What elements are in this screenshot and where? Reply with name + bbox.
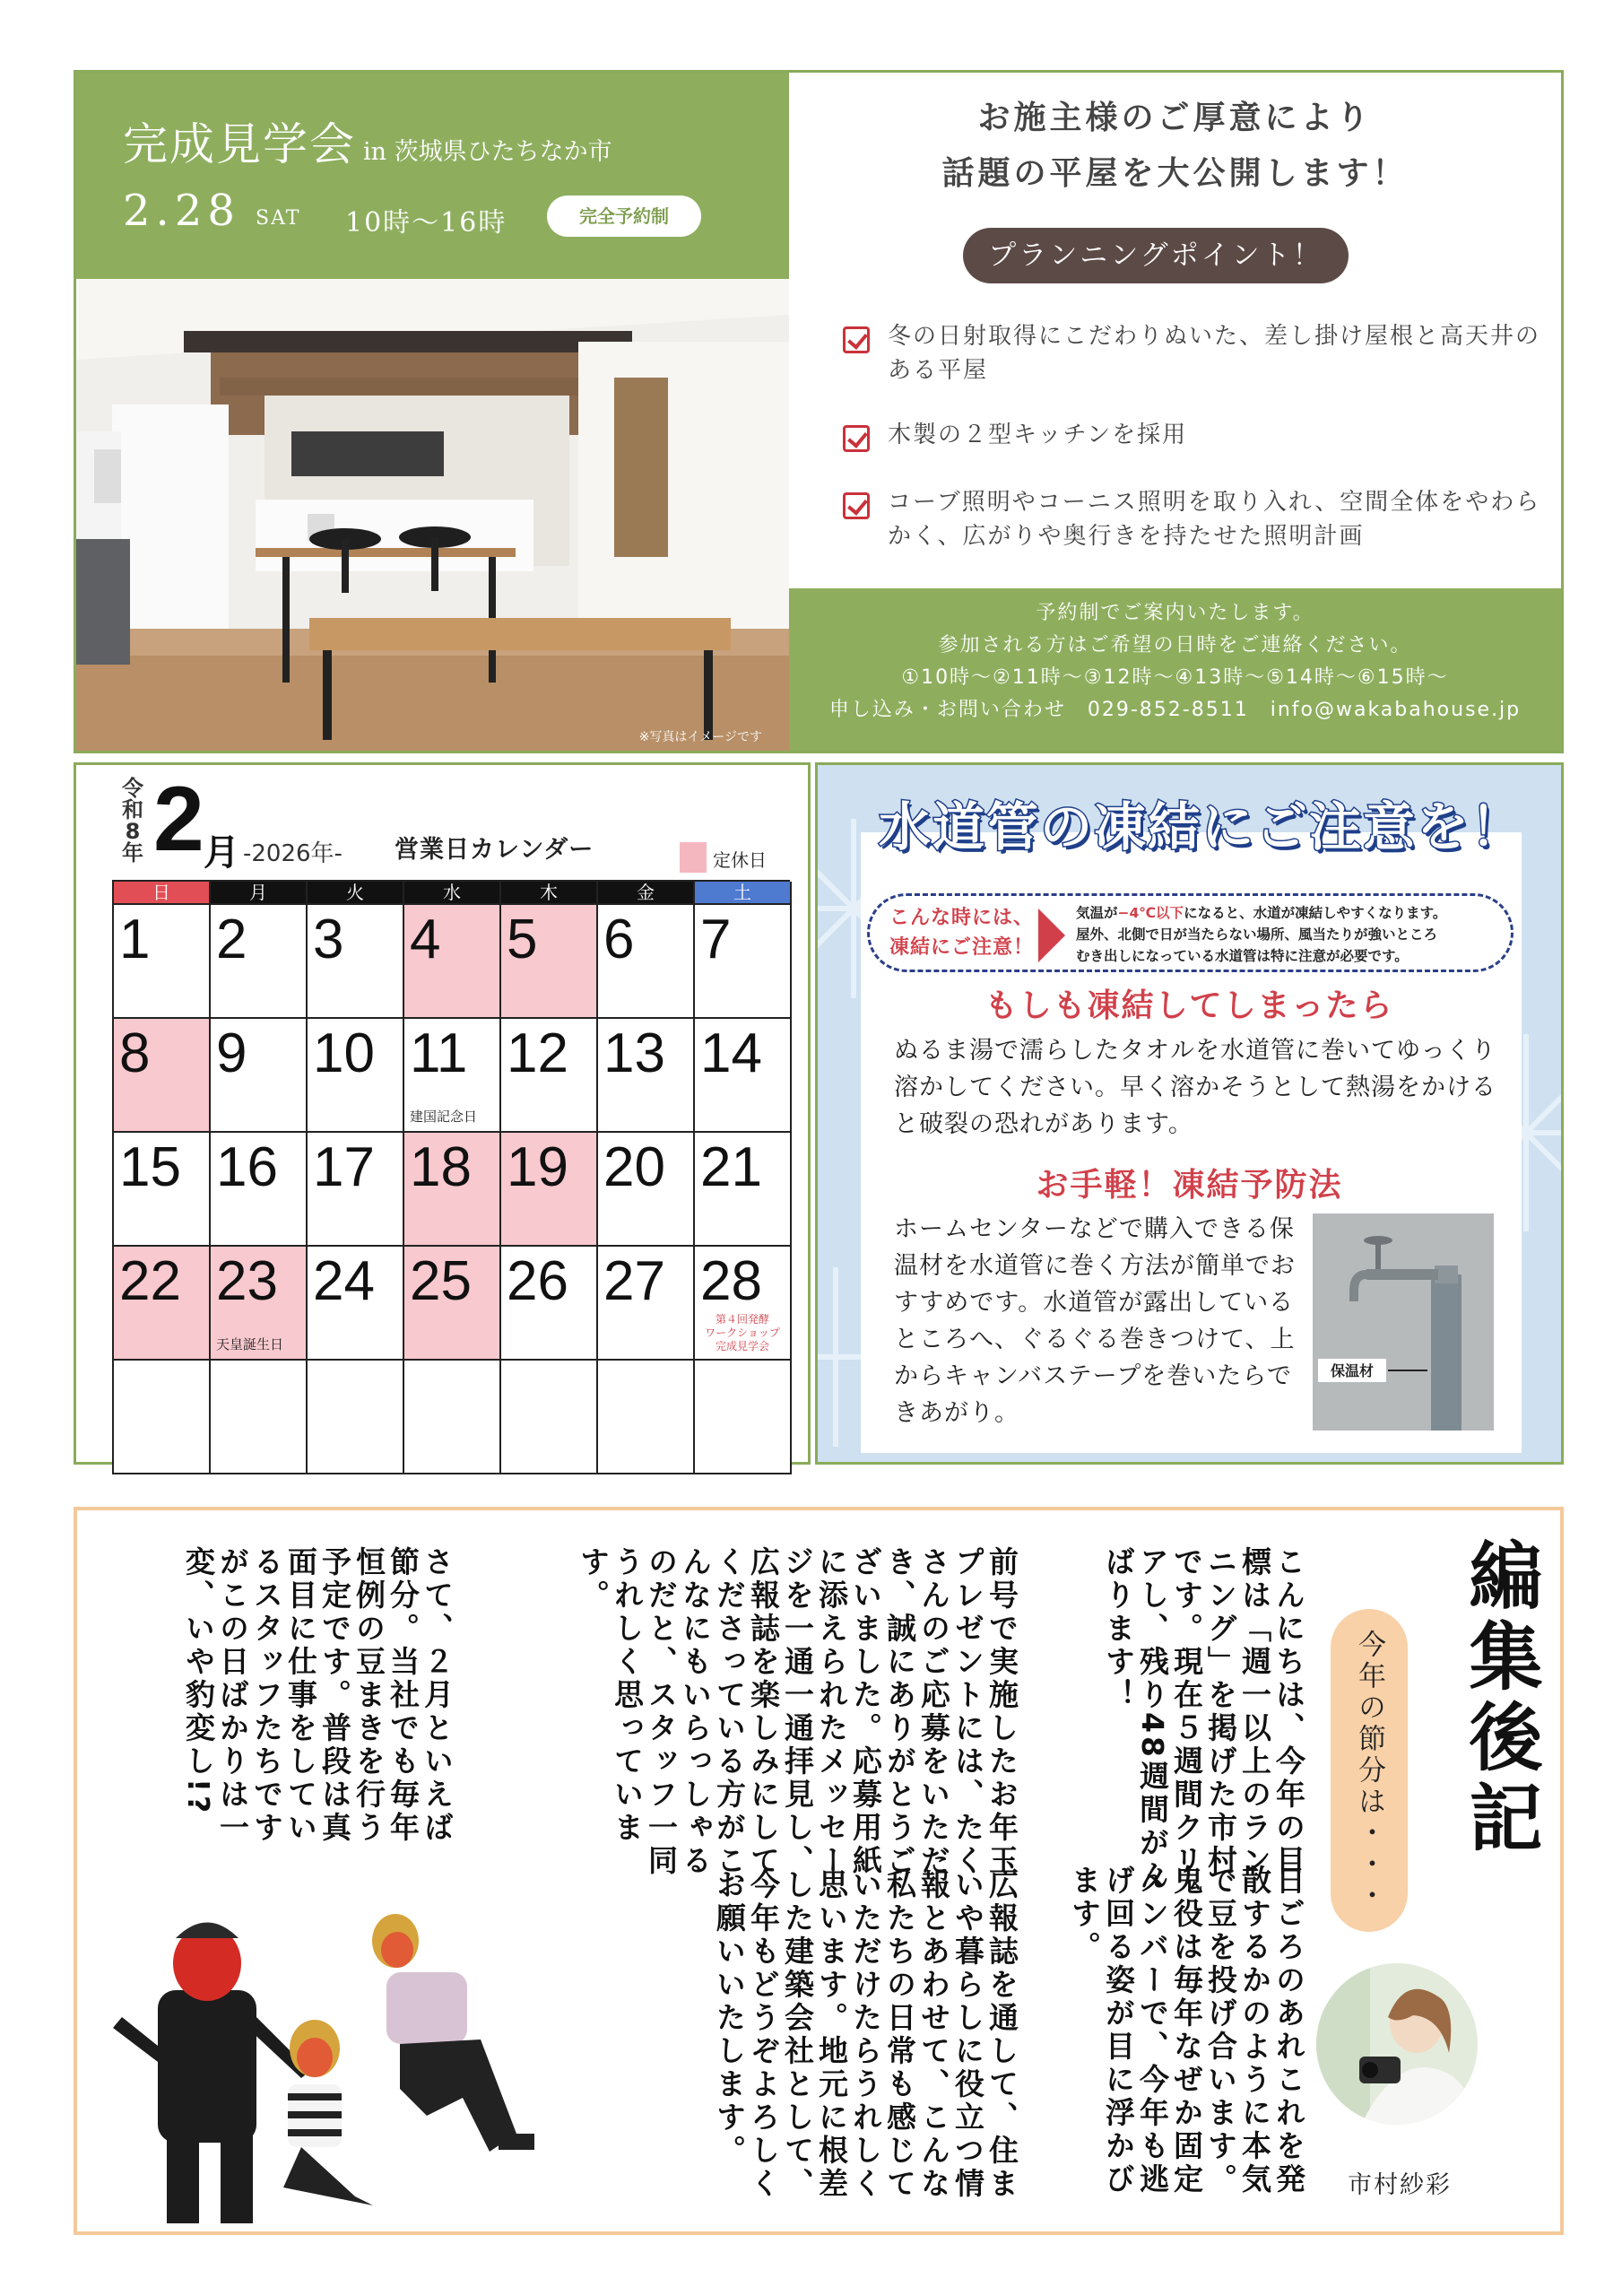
topic-pill: 今年の節分は・・・	[1331, 1609, 1408, 1932]
open-house-left	[76, 73, 789, 751]
calendar-day-empty	[114, 1361, 211, 1474]
insulated-pipe-photo	[1313, 1213, 1494, 1431]
day-number: 9	[216, 1022, 247, 1084]
calendar-day-empty	[404, 1361, 501, 1474]
portrait-illustration	[1316, 1963, 1478, 2125]
open-house-section	[74, 70, 1564, 753]
calendar-day-23	[211, 1247, 308, 1361]
checkbox-icon	[843, 326, 870, 353]
day-event-line: ワークショップ	[705, 1326, 780, 1339]
calendar-title: 営業日カレンダー	[395, 836, 594, 864]
day-number: 17	[313, 1136, 375, 1198]
reservation-info	[789, 588, 1561, 751]
checkbox-icon	[843, 425, 870, 452]
insulation-label: 保温材	[1330, 1362, 1375, 1379]
calendar-day-empty	[695, 1361, 792, 1474]
calendar-day-15	[114, 1133, 211, 1247]
open-house-title-text: 完成見学会	[123, 118, 356, 170]
open-house-place: in 茨城県ひたちなか市	[363, 138, 612, 166]
alert-details	[1076, 902, 1446, 967]
editor-column-2-bottom: 広報誌を通して、住まいや暮らしに役立つ情報とあわせて、こんな私たちの日常も感じていただけたらうれしく思います。地元に根差した建築会社として、今年もどうぞよろしくお願いいたします。	[712, 1869, 1019, 2201]
photo-note: ※写真はイメージです	[638, 730, 762, 744]
freeze-alert-box	[867, 893, 1514, 972]
calendar-day-13	[598, 1019, 695, 1133]
editor-column-3-top: さて、２月といえば節分。当社でも毎年恒例の豆まきを行う予定です。普段は真面目に仕事をしているスタッフたちですがこの日ばかりは一変、いや豹変し!?	[181, 1546, 455, 1845]
day-number: 1	[119, 909, 151, 970]
weekday-header: 月	[211, 882, 308, 905]
reservation-badge: 完全予約制	[547, 196, 701, 237]
if-frozen-heading: もしも凍結してしまったら	[984, 987, 1394, 1024]
day-number: 26	[507, 1250, 568, 1312]
if-frozen-text: ぬるま湯で濡らしたタオルを水道管に巻いてゆっくり溶かしてください。早く溶かそうとして熱湯をかけると破裂の恐れがあります。	[894, 1037, 1496, 1138]
calendar-day-28	[695, 1247, 792, 1361]
open-house-header	[76, 73, 789, 279]
day-number: 28	[700, 1250, 762, 1312]
planning-point-text: コーブ照明やコーニス照明を取り入れ、空間全体をやわらかく、広がりや奥行きを持たせた照明計画	[888, 489, 1541, 550]
day-number: 7	[700, 909, 732, 970]
day-number: 15	[119, 1136, 181, 1198]
interior-photo	[76, 279, 789, 751]
day-number: 14	[700, 1022, 762, 1084]
calendar-year: -2026年-	[243, 840, 343, 867]
calendar-day-empty	[501, 1361, 598, 1474]
editors-note-title: 編集後記	[1457, 1537, 1542, 1860]
day-number: 18	[410, 1136, 472, 1198]
day-number: 4	[410, 909, 441, 970]
calendar-day-24	[308, 1247, 404, 1361]
day-number: 19	[507, 1136, 568, 1198]
day-number: 25	[410, 1250, 472, 1312]
alert-heading	[889, 903, 1034, 962]
weekday-header: 木	[501, 882, 598, 905]
holiday-legend-swatch	[680, 842, 707, 873]
day-number: 20	[603, 1136, 665, 1198]
calendar-day-12	[501, 1019, 598, 1133]
calendar-day-14	[695, 1019, 792, 1133]
planning-point-1	[843, 319, 1542, 387]
calendar-day-2	[211, 905, 308, 1019]
alert-heading-line: 凍結にご注意！	[889, 936, 1035, 959]
planning-point-badge: プランニングポイント！	[963, 228, 1349, 283]
calendar-day-18	[404, 1133, 501, 1247]
day-number: 24	[313, 1250, 375, 1312]
alert-detail-text: になると、水道が凍結しやすくなります。	[1184, 905, 1447, 921]
arrow-right-icon	[1038, 909, 1065, 962]
pipe-title: 水道管の凍結にご注意を！	[879, 796, 1525, 857]
open-house-time: 10時～16時	[345, 207, 507, 239]
calendar-day-4	[404, 905, 501, 1019]
calendar-day-empty	[598, 1361, 695, 1474]
day-number: 22	[119, 1250, 181, 1312]
interior-photo-illustration	[76, 279, 789, 751]
day-number: 16	[216, 1136, 278, 1198]
open-house-title	[123, 109, 612, 173]
business-calendar	[74, 762, 811, 1465]
reservation-line: 予約制でご案内いたします。	[1036, 602, 1314, 624]
calendar-day-3	[308, 905, 404, 1019]
calendar-day-10	[308, 1019, 404, 1133]
reservation-times: ①10時～②11時～③12時～④13時～⑤14時～⑥15時～	[901, 666, 1449, 689]
day-number: 10	[313, 1022, 375, 1084]
calendar-day-17	[308, 1133, 404, 1247]
planning-point-3	[843, 485, 1542, 553]
calendar-day-5	[501, 905, 598, 1019]
day-note: 建国記念日	[410, 1109, 478, 1125]
open-house-right	[789, 73, 1561, 751]
calendar-day-1	[114, 905, 211, 1019]
alert-heading-line: こんな時には、	[889, 907, 1035, 929]
weekday-header: 水	[404, 882, 501, 905]
calendar-day-25	[404, 1247, 501, 1361]
weekday-header: 土	[695, 882, 792, 905]
open-house-weekday: SAT	[256, 207, 301, 230]
day-number: 27	[603, 1250, 665, 1312]
day-event-note	[695, 1313, 790, 1353]
weekday-header: 日	[114, 882, 211, 905]
calendar-month-unit: 月	[204, 832, 239, 874]
day-event-line: 完成見学会	[715, 1340, 769, 1352]
editor-column-2-top: 前号で実施したお年玉プレゼントには、たくさんのご応募をいただき、誠にありがとうございました。応募用紙に添えられたメッセージを一通一通拝見し、広報誌を楽しみにしてくださっている方がこんなにもいらっしゃるのだと、スタッフ一同うれしく思っています。	[576, 1546, 1019, 1878]
day-number: 21	[700, 1136, 762, 1198]
contact-line: 申し込み・お問い合わせ 029-852-8511 info@wakabahouse.jp	[828, 699, 1522, 721]
calendar-day-21	[695, 1133, 792, 1247]
alert-detail-text: 気温が	[1076, 905, 1118, 921]
headline-line-1: お施主様のご厚意により	[977, 100, 1373, 136]
staff-2	[283, 2020, 373, 2205]
open-house-headline	[789, 91, 1561, 202]
staff-3	[372, 1914, 534, 2152]
calendar-day-empty	[308, 1361, 404, 1474]
weekday-header: 金	[598, 882, 695, 905]
staff-1	[113, 1923, 310, 2224]
reservation-line: 参加される方はご希望の日時をご連絡ください。	[938, 634, 1412, 657]
calendar-month: 2	[153, 768, 203, 870]
calendar-day-8	[114, 1019, 211, 1133]
day-number: 2	[216, 909, 247, 970]
alert-detail-line: 屋外、北側で日が当たらない場所、風当たりが強いところ	[1076, 926, 1438, 943]
day-number: 5	[507, 909, 538, 970]
weekday-header: 火	[308, 882, 404, 905]
calendar-day-16	[211, 1133, 308, 1247]
day-number: 8	[119, 1022, 151, 1084]
planning-point-text: 木製の２型キッチンを採用	[888, 422, 1188, 448]
calendar-grid	[112, 880, 790, 1474]
calendar-day-26	[501, 1247, 598, 1361]
calendar-day-9	[211, 1019, 308, 1133]
day-number: 3	[313, 909, 344, 970]
frozen-pipe-section	[815, 762, 1564, 1465]
calendar-day-11	[404, 1019, 501, 1133]
day-number: 6	[603, 909, 635, 970]
faucet-illustration	[1313, 1213, 1494, 1431]
open-house-date: 2.28	[123, 186, 240, 236]
headline-line-2: 話題の平屋を大公開します！	[941, 155, 1409, 192]
editor-column-1-top: こんにちは、今年の目標は「週一以上のランニング」を掲げた市村です。現在５週間クリアし、残り48週間がんばります！	[1101, 1546, 1306, 1893]
calendar-day-6	[598, 905, 695, 1019]
day-number: 13	[603, 1022, 665, 1084]
alert-detail-line	[1076, 902, 1446, 924]
alert-temperature: −4℃以下	[1117, 905, 1184, 921]
day-number: 12	[507, 1022, 568, 1084]
planning-point-text: 冬の日射取得にこだわりぬいた、差し掛け屋根と高天井のある平屋	[888, 323, 1541, 384]
day-event-line: 第４回発酵	[715, 1313, 769, 1326]
calendar-day-22	[114, 1247, 211, 1361]
calendar-day-7	[695, 905, 792, 1019]
oni-staff-photo	[104, 1865, 633, 2228]
editor-column-1-bottom: 日ごろのあれこれを発散するかのように本気で豆を投げ合います。鬼役は毎年なぜか固定メンバーで、今年も逃げ回る姿が目に浮かびます。	[1067, 1865, 1306, 2196]
day-number: 23	[216, 1250, 278, 1312]
day-number: 11	[410, 1022, 468, 1084]
holiday-legend-label: 定休日	[713, 849, 767, 871]
prevention-heading: お手軽！凍結予防法	[1036, 1167, 1343, 1204]
calendar-day-empty	[211, 1361, 308, 1474]
editor-name: 市村紗彩	[1348, 2171, 1452, 2199]
editors-note-section	[74, 1507, 1564, 2235]
day-note: 天皇誕生日	[216, 1336, 284, 1352]
checkbox-icon	[843, 492, 870, 519]
calendar-day-19	[501, 1133, 598, 1247]
editor-portrait	[1316, 1963, 1478, 2125]
alert-detail-line: むき出しになっている水道管は特に注意が必要です。	[1076, 948, 1409, 964]
planning-point-2	[843, 418, 1542, 452]
calendar-era: 令和8年	[122, 776, 143, 865]
prevention-text: ホームセンターなどで購入できる保温材を水道管に巻く方法が簡単でおすすめです。水道管が露出しているところへ、ぐるぐる巻きつけて、上からキャンバステープを巻いたらできあがり。	[894, 1215, 1296, 1427]
calendar-day-20	[598, 1133, 695, 1247]
calendar-day-27	[598, 1247, 695, 1361]
